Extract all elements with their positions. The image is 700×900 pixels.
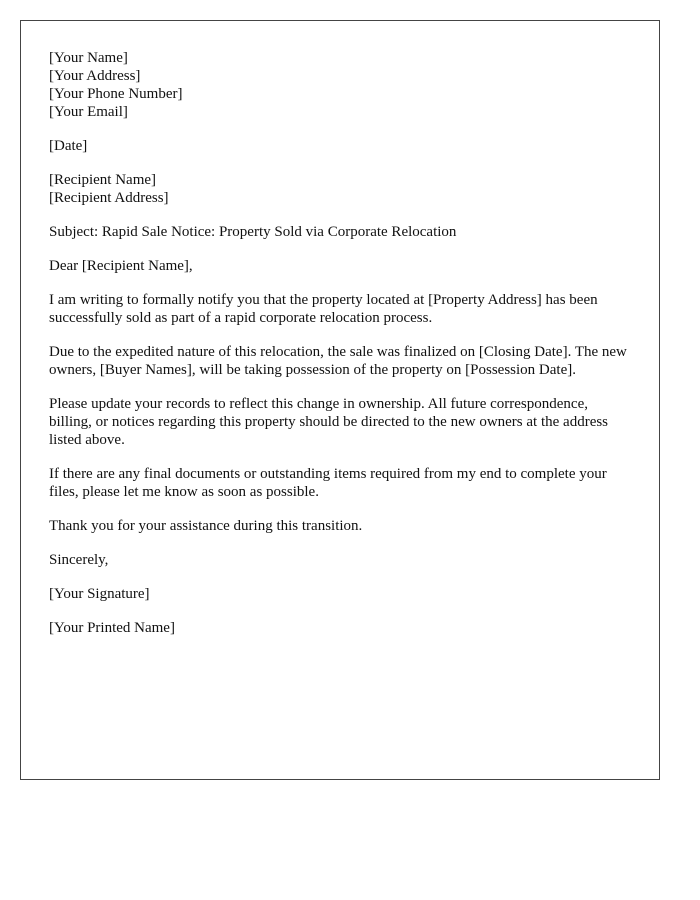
sender-block: [49, 49, 631, 121]
salutation: Dear [Recipient Name],: [49, 258, 193, 274]
sender-email: [Your Email]: [49, 104, 128, 120]
body-paragraph-5: Thank you for your assistance during this transition.: [49, 518, 363, 534]
body-paragraph-1: I am writing to formally notify you that the property located at [Property Address] has been successfully sold as part of a rapid corporate relocation process.: [49, 292, 598, 326]
signature: [Your Signature]: [49, 586, 150, 602]
sender-address: [Your Address]: [49, 68, 141, 84]
body-paragraph-4: If there are any final documents or outstanding items required from my end to complete your files, please let me know as soon as possible.: [49, 466, 607, 500]
printed-name: [Your Printed Name]: [49, 620, 175, 636]
sender-name: [Your Name]: [49, 50, 128, 66]
letter-date: [Date]: [49, 138, 88, 154]
letter-page: [20, 20, 660, 780]
closing: Sincerely,: [49, 552, 109, 568]
recipient-name: [Recipient Name]: [49, 172, 157, 188]
date-block: [49, 137, 631, 155]
body-paragraph-2: Due to the expedited nature of this relocation, the sale was finalized on [Closing Date]. The new owners, [Buyer Names], will be taking possession of the property on [Possession Date].: [49, 344, 627, 378]
sender-phone: [Your Phone Number]: [49, 86, 183, 102]
letter-body: [49, 49, 631, 637]
recipient-block: [49, 171, 631, 207]
body-paragraph-3: Please update your records to reflect this change in ownership. All future correspondence, billing, or notices regarding this property should be directed to the new owners at the address listed above.: [49, 396, 609, 448]
subject-line: Subject: Rapid Sale Notice: Property Sold via Corporate Relocation: [49, 224, 457, 240]
recipient-address: [Recipient Address]: [49, 190, 169, 206]
